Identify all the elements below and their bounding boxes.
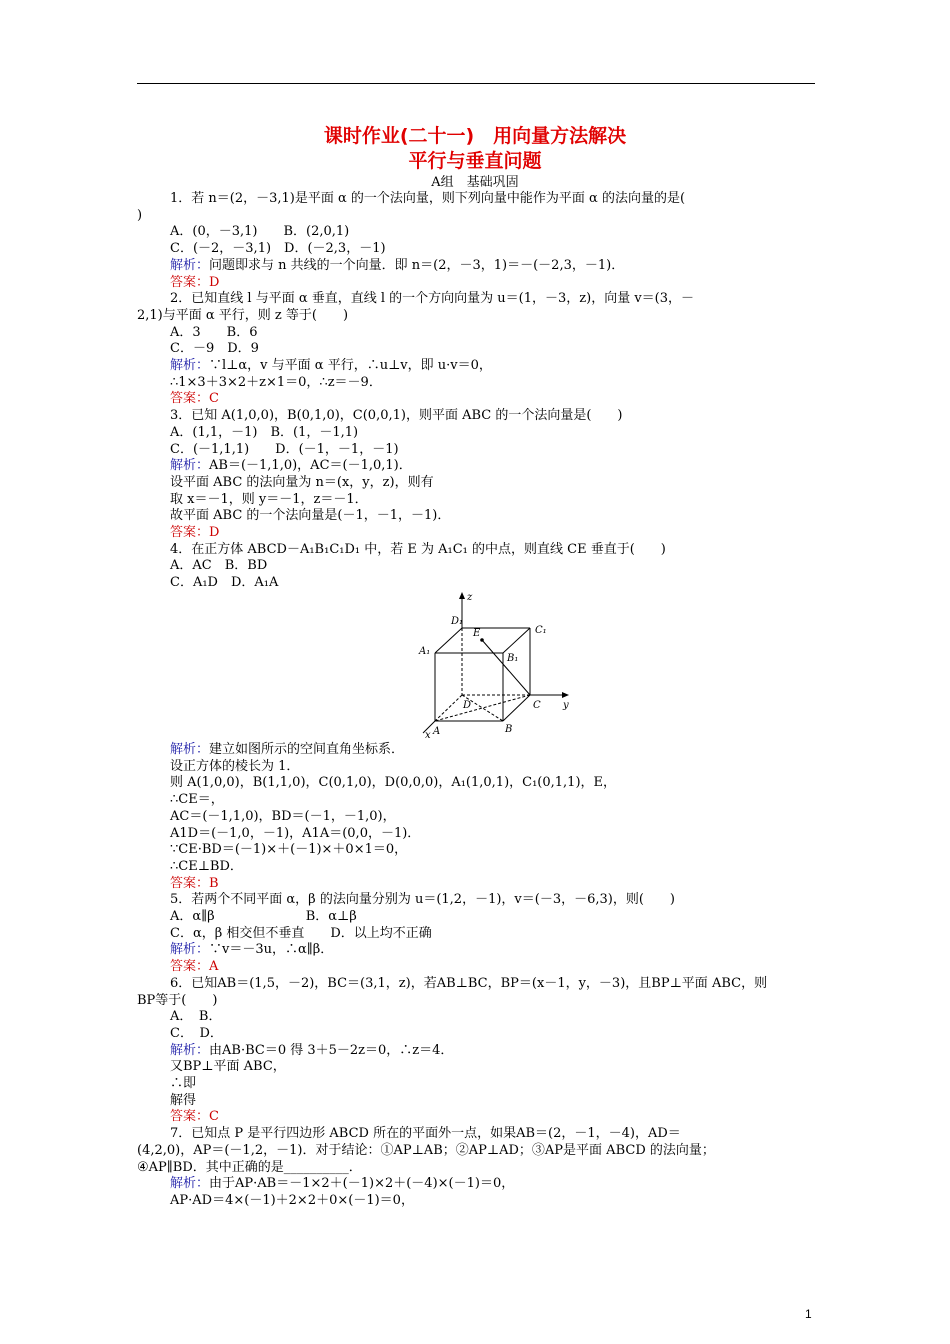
analysis-label: 解析： bbox=[170, 358, 210, 373]
text-line bbox=[170, 1042, 453, 1059]
text-line: 7．已知点 P 是平行四边形 ABCD 所在的平面外一点，如果AB＝(2，－1，－4)，AD＝ bbox=[170, 1126, 681, 1142]
answer-label: 答案： bbox=[170, 274, 210, 290]
cube-figure bbox=[415, 588, 575, 738]
text-line: 3．已知 A(1,0,0)，B(0,1,0)，C(0,0,1)，则平面 ABC 的一个法向量是( ) bbox=[170, 408, 623, 424]
text-line: 设正方体的棱长为 1． bbox=[170, 758, 300, 774]
text-line: 6．已知AB＝(1,5，－2)，BC＝(3,1，z)，若AB⊥BC，BP＝(x－1，y，－3)，且BP⊥平面 ABC，则 bbox=[170, 975, 768, 991]
label-a: A bbox=[433, 726, 441, 737]
label-c1: C₁ bbox=[535, 625, 547, 636]
label-e: E bbox=[473, 628, 481, 639]
edge bbox=[503, 628, 530, 653]
text-line: ∴1×3＋3×2＋z×1＝0，∴z＝－9． bbox=[170, 374, 382, 390]
answer-label: 答案： bbox=[170, 1109, 210, 1125]
text-line: AP·AD＝4×(－1)＋2×2＋0×(－1)＝0， bbox=[170, 1192, 414, 1208]
text-line: 1．若 n＝(2，－3,1)是平面 α 的一个法向量，则下列向量中能作为平面 α 的法向量的是( bbox=[170, 191, 686, 206]
text-line bbox=[170, 941, 333, 958]
analysis-label: 解析： bbox=[170, 942, 210, 958]
line-text: 建立如图所示的空间直角坐标系． bbox=[209, 742, 405, 757]
text-line bbox=[170, 1108, 219, 1125]
page-subtitle: 平行与垂直问题 bbox=[408, 150, 542, 172]
line-text: AB＝(－1,1,0)，AC＝(－1,0,1)． bbox=[209, 458, 412, 474]
text-line: 又BP⊥平面 ABC， bbox=[170, 1059, 286, 1075]
text-line: ∴CE⊥BD． bbox=[170, 858, 243, 874]
ce-line bbox=[482, 640, 530, 695]
text-line: ) bbox=[137, 207, 143, 223]
text-line: C．(－1,1,1) D．(－1，－1，－1) bbox=[170, 441, 399, 457]
label-d1: D₁ bbox=[451, 616, 464, 627]
text-line bbox=[170, 390, 219, 407]
text-line: ∴即 bbox=[170, 1076, 197, 1091]
text-line: 取 x＝－1，则 y＝－1，z＝－1． bbox=[170, 491, 368, 507]
header-rule bbox=[137, 83, 815, 84]
text-line bbox=[170, 274, 219, 291]
text-line bbox=[170, 457, 412, 474]
text-line bbox=[170, 741, 404, 758]
text-line: A．(1,1，－1) B．(1，－1,1) bbox=[170, 424, 359, 440]
text-line bbox=[170, 257, 624, 274]
label-y: y bbox=[563, 700, 569, 711]
answer-label: 答案： bbox=[170, 525, 210, 540]
line-text: 由AB·BC＝0 得 3＋5－2z＝0，∴z＝4． bbox=[209, 1042, 454, 1058]
line-text: ∵l⊥α，v 与平面 α 平行，∴u⊥v，即 u·v＝0， bbox=[209, 358, 492, 373]
answer-label: 答案： bbox=[170, 959, 210, 975]
answer-label: 答案： bbox=[170, 391, 210, 407]
text-line: C．α，β 相交但不垂直 D．以上均不正确 bbox=[170, 925, 432, 941]
hidden-edge bbox=[435, 695, 462, 721]
label-a1: A₁ bbox=[419, 646, 431, 657]
answer-label: 答案： bbox=[170, 875, 210, 891]
page-title: 课时作业(二十一) 用向量方法解决 bbox=[323, 125, 627, 147]
label-x: x bbox=[425, 730, 431, 738]
text-line: 5．若两个不同平面 α，β 的法向量分别为 u＝(1,2，－1)，v＝(－3，－6,3)，则( ) bbox=[170, 892, 676, 908]
text-line: 4．在正方体 ABCD－A₁B₁C₁D₁ 中，若 E 为 A₁C₁ 的中点，则直线 CE 垂直于( ) bbox=[170, 541, 666, 557]
point-e bbox=[480, 638, 484, 642]
label-b1: B₁ bbox=[507, 653, 519, 664]
text-line: C．A₁D D．A₁A bbox=[170, 575, 279, 591]
text-line: C．－9 D．9 bbox=[170, 341, 259, 357]
text-line: AC＝(－1,1,0)，BD＝(－1，－1,0)， bbox=[170, 808, 396, 824]
text-line bbox=[170, 524, 219, 541]
line-text: 问题即求与 n 共线的一个向量．即 n＝(2，－3，1)＝－(－2,3，－1)． bbox=[209, 257, 625, 273]
edge bbox=[435, 628, 462, 653]
line-text: ∵v＝－3u，∴α∥β． bbox=[209, 942, 334, 958]
text-line: BP等于( ) bbox=[137, 992, 218, 1008]
hidden-edge bbox=[435, 695, 530, 721]
text-line bbox=[170, 357, 492, 374]
analysis-label: 解析： bbox=[170, 742, 210, 757]
text-line: A1D＝(－1,0，－1)，A1A＝(0,0，－1)． bbox=[170, 825, 421, 841]
label-z: z bbox=[467, 592, 473, 603]
text-line: ④AP∥BD．其中正确的是__________． bbox=[137, 1159, 362, 1175]
line-text: D bbox=[209, 274, 220, 290]
y-arrow bbox=[562, 692, 569, 698]
line-text: D bbox=[209, 525, 220, 540]
text-line: A．(0，－3,1) B．(2,0,1) bbox=[170, 224, 350, 240]
analysis-label: 解析： bbox=[170, 1176, 210, 1192]
line-text: B bbox=[209, 875, 219, 891]
text-line: 则 A(1,0,0)，B(1,1,0)，C(0,1,0)，D(0,0,0)，A₁(1,0,1)，C₁(0,1,1)，E， bbox=[170, 775, 617, 791]
text-line: A．3 B．6 bbox=[170, 324, 258, 340]
text-line: C． D． bbox=[170, 1025, 223, 1041]
text-line bbox=[170, 958, 218, 975]
text-line bbox=[170, 1175, 514, 1192]
line-text: C bbox=[209, 391, 219, 407]
edge bbox=[503, 695, 530, 721]
text-line: (4,2,0)，AP＝(－1,2，－1)．对于结论：①AP⊥AB；②AP⊥AD；③AP是平面 ABCD 的法向量； bbox=[137, 1142, 715, 1158]
text-line: 2．已知直线 l 与平面 α 垂直，直线 l 的一个方向向量为 u＝(1，－3，z)，向量 v＝(3，－ bbox=[170, 291, 695, 307]
text-line: 设平面 ABC 的法向量为 n＝(x，y，z)，则有 bbox=[170, 474, 434, 490]
text-line: A．AC B．BD bbox=[170, 558, 268, 574]
label-b: B bbox=[505, 724, 513, 735]
page-number: 1 bbox=[805, 1307, 812, 1321]
text-line: ∵CE·BD＝(－1)×＋(－1)×＋0×1＝0， bbox=[170, 842, 408, 858]
text-line: A．α∥β B．α⊥β bbox=[170, 909, 357, 924]
line-text: C bbox=[209, 1109, 219, 1125]
text-line: ∴CE＝， bbox=[170, 792, 224, 808]
text-line: 2,1)与平面 α 平行，则 z 等于( ) bbox=[137, 307, 349, 323]
z-arrow bbox=[459, 592, 465, 599]
analysis-label: 解析： bbox=[170, 257, 210, 273]
section-heading: A组 基础巩固 bbox=[431, 175, 519, 190]
analysis-label: 解析： bbox=[170, 1042, 210, 1058]
label-d: D bbox=[463, 700, 472, 711]
text-line: 解得 bbox=[170, 1092, 197, 1108]
text-line: A． B． bbox=[170, 1009, 222, 1025]
text-line bbox=[170, 875, 219, 892]
label-c: C bbox=[533, 700, 541, 711]
text-line: C．(－2，－3,1) D．(－2,3，－1) bbox=[170, 241, 386, 257]
text-line: 故平面 ABC 的一个法向量是(－1，－1，－1)． bbox=[170, 508, 451, 524]
line-text: 由于AP·AB＝－1×2＋(－1)×2＋(－4)×(－1)＝0， bbox=[209, 1176, 515, 1192]
line-text: A bbox=[209, 959, 219, 975]
analysis-label: 解析： bbox=[170, 458, 210, 474]
